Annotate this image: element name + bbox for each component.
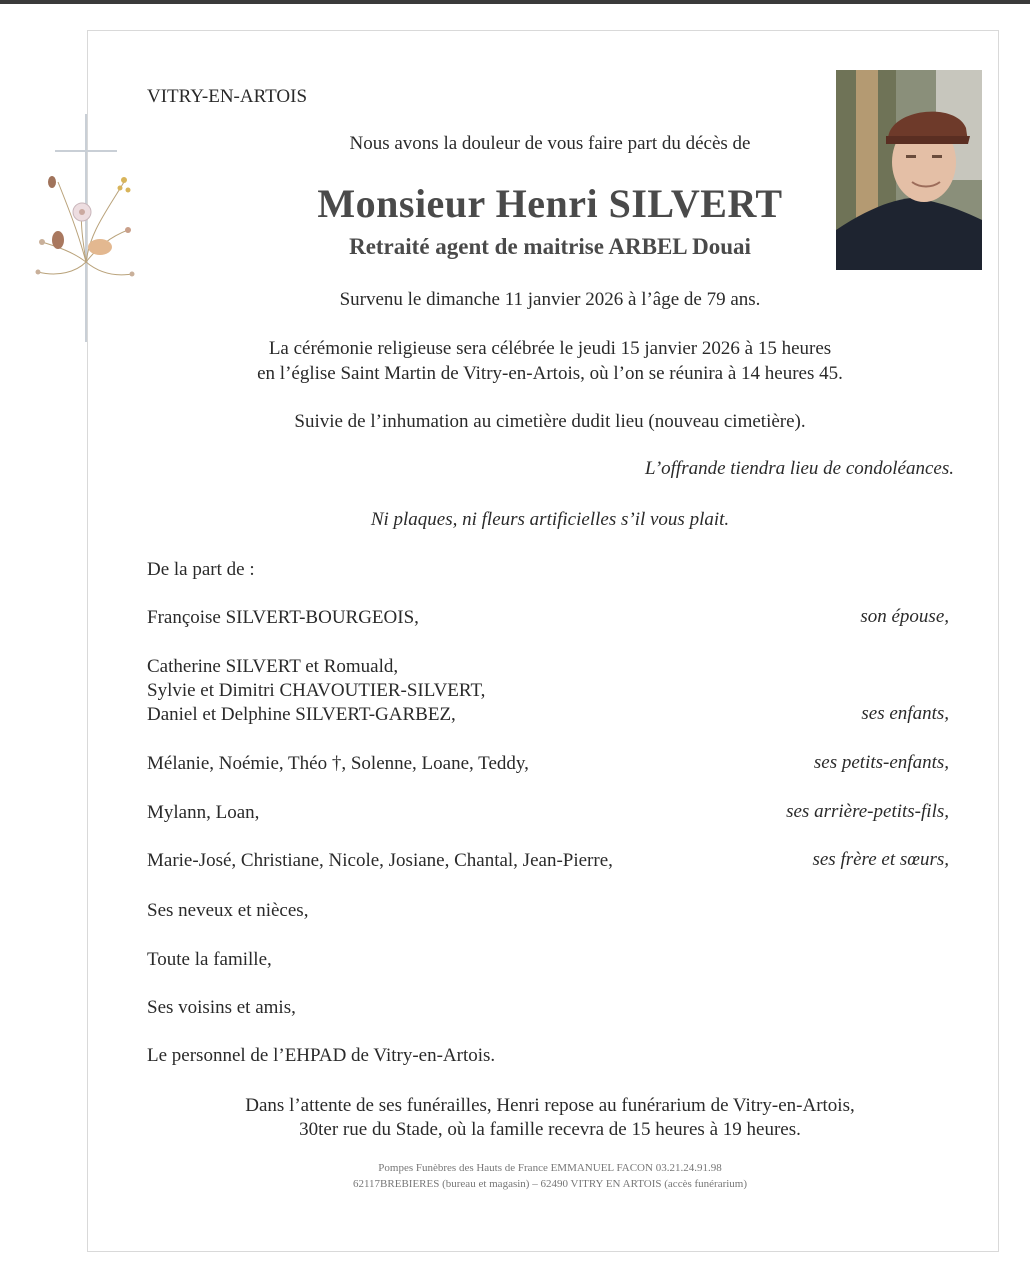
funeral-home-line-1: Pompes Funèbres des Hauts de France EMMANUEL FACON 03.21.24.91.98 xyxy=(378,1162,722,1174)
no-flowers-notice: Ni plaques, ni fleurs artificielles s’il vous plait. xyxy=(370,509,730,530)
children-relation: ses enfants, xyxy=(861,703,949,724)
spouse-name: Françoise SILVERT-BOURGEOIS, xyxy=(147,607,419,628)
grandchildren-relation: ses petits-enfants, xyxy=(813,752,949,773)
family-line: Ses neveux et nièces, xyxy=(147,900,309,921)
viewing-line-2: 30ter rue du Stade, où la famille recevra de 15 heures à 19 heures. xyxy=(299,1119,801,1140)
ceremony-line-2: en l’église Saint Martin de Vitry-en-Artois, où l’on se réunira à 14 heures 45. xyxy=(257,363,843,384)
top-border xyxy=(0,0,1030,4)
great-grandsons-relation: ses arrière-petits-fils, xyxy=(786,801,949,822)
siblings-names: Marie-José, Christiane, Nicole, Josiane, Chantal, Jean-Pierre, xyxy=(147,850,613,871)
child-name: Sylvie et Dimitri CHAVOUTIER-SILVERT, xyxy=(147,680,486,701)
town-heading: VITRY-EN-ARTOIS xyxy=(147,86,308,107)
family-line: Ses voisins et amis, xyxy=(147,997,296,1018)
family-line: Toute la famille, xyxy=(147,949,272,970)
burial-notice: Suivie de l’inhumation au cimetière dudit lieu (nouveau cimetière). xyxy=(294,411,806,432)
ceremony-line-1: La cérémonie religieuse sera célébrée le jeudi 15 janvier 2026 à 15 heures xyxy=(268,338,832,359)
intro-text: Nous avons la douleur de vous faire part du décès de xyxy=(349,133,751,154)
siblings-relation: ses frère et sœurs, xyxy=(812,849,949,870)
grandchildren-names: Mélanie, Noémie, Théo †, Solenne, Loane, Teddy, xyxy=(147,753,529,774)
offering-notice: L’offrande tiendra lieu de condoléances. xyxy=(644,458,954,479)
death-notice: Survenu le dimanche 11 janvier 2026 à l’âge de 79 ans. xyxy=(339,289,761,310)
deceased-name: Monsieur Henri SILVERT xyxy=(317,181,783,226)
child-name: Daniel et Delphine SILVERT-GARBEZ, xyxy=(147,704,456,725)
spouse-relation: son épouse, xyxy=(860,606,949,627)
occupation: Retraité agent de maitrise ARBEL Douai xyxy=(349,234,751,259)
funeral-home-line-2: 62117BREBIERES (bureau et magasin) – 62490 VITRY EN ARTOIS (accès funérarium) xyxy=(352,1178,748,1190)
child-name: Catherine SILVERT et Romuald, xyxy=(147,656,399,677)
family-intro: De la part de : xyxy=(147,559,255,580)
great-grandsons-names: Mylann, Loan, xyxy=(147,802,260,823)
family-line: Le personnel de l’EHPAD de Vitry-en-Artois. xyxy=(147,1045,496,1066)
viewing-line-1: Dans l’attente de ses funérailles, Henri repose au funérarium de Vitry-en-Artois, xyxy=(245,1095,855,1116)
